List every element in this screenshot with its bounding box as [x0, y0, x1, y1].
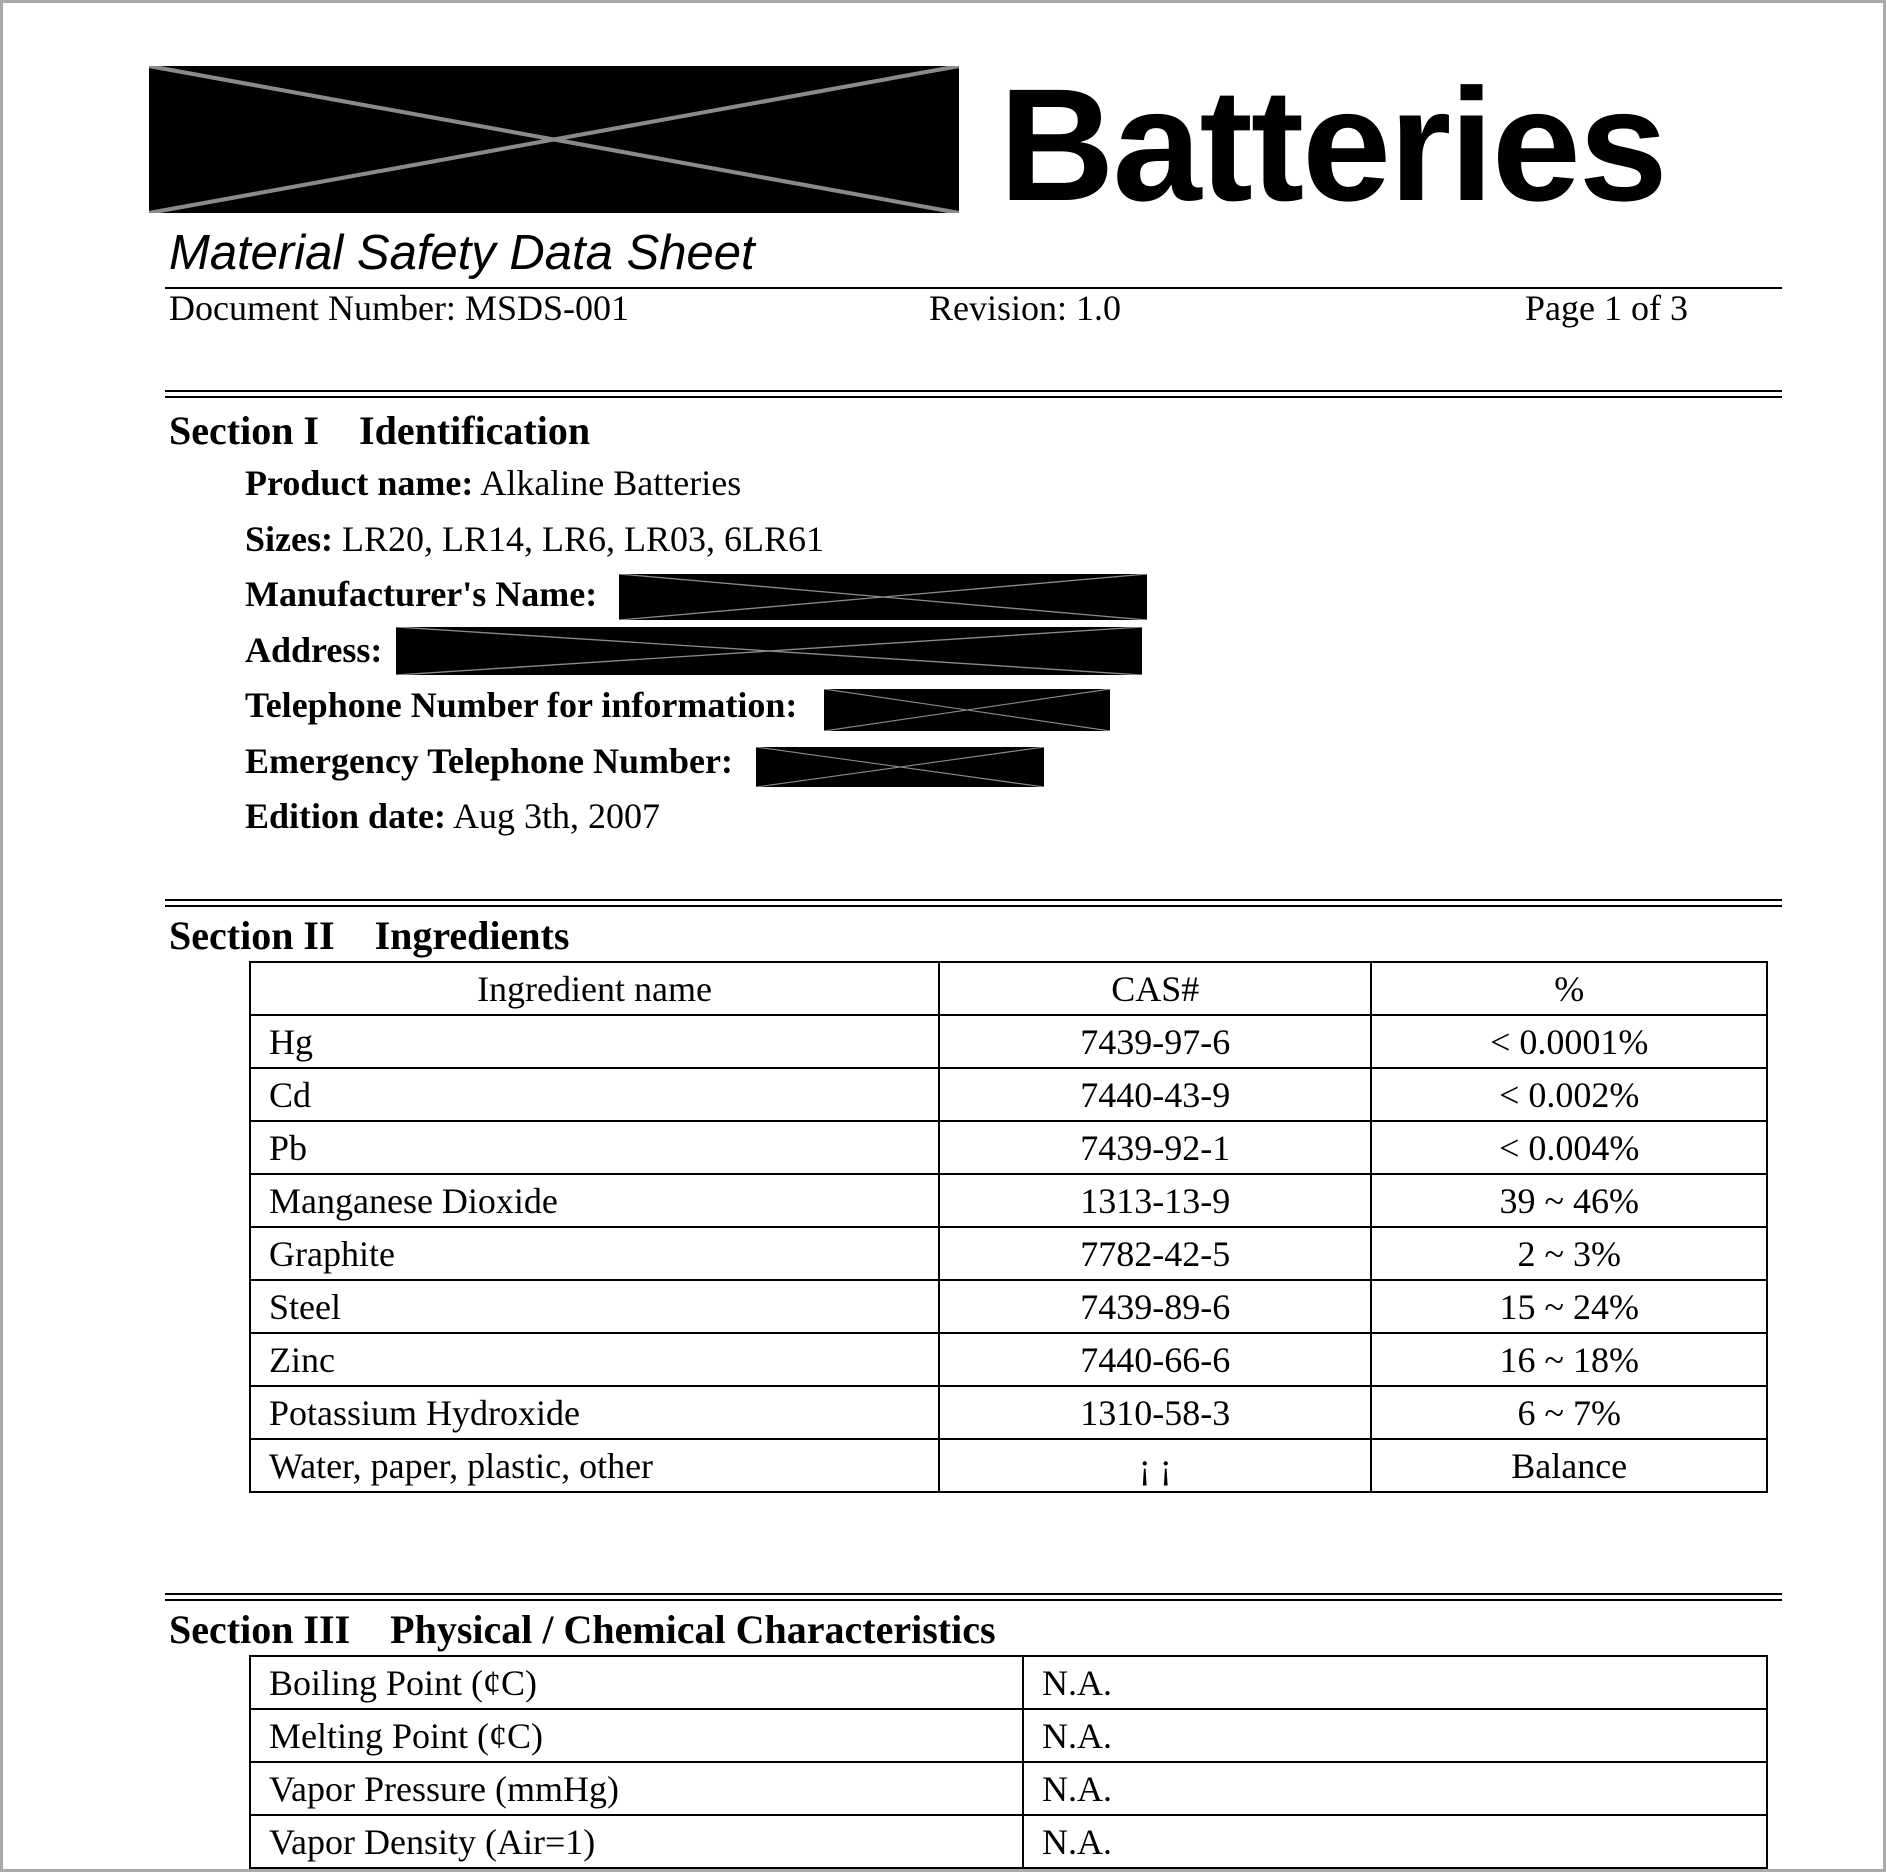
table-row [250, 1656, 1767, 1709]
table-row [250, 1333, 1767, 1386]
ingredients-table [249, 961, 1768, 1493]
redacted-address [396, 627, 1142, 675]
product-name-value: Alkaline Batteries [480, 463, 742, 503]
manufacturer-field [245, 575, 597, 615]
edition-date-label: Edition date: [245, 796, 447, 836]
value-cell: N.A. [1023, 1656, 1767, 1709]
percent-cell: 16 ~ 18% [1371, 1333, 1767, 1386]
table-row [250, 1762, 1767, 1815]
section-divider [165, 899, 1782, 907]
ingredient-name-cell: Pb [250, 1121, 939, 1174]
sizes-field [245, 520, 824, 560]
edition-date-field [245, 797, 660, 837]
emergency-field [245, 742, 733, 782]
property-cell: Melting Point (¢C) [250, 1709, 1023, 1762]
cas-cell: 7439-92-1 [939, 1121, 1371, 1174]
ingredient-name-cell: Zinc [250, 1333, 939, 1386]
percent-cell: 15 ~ 24% [1371, 1280, 1767, 1333]
ingredient-name-cell: Steel [250, 1280, 939, 1333]
percent-cell: < 0.0001% [1371, 1015, 1767, 1068]
ingredient-name-cell: Water, paper, plastic, other [250, 1439, 939, 1492]
document-number: Document Number: MSDS-001 [169, 288, 629, 328]
cas-cell: 7440-66-6 [939, 1333, 1371, 1386]
redacted-logo [149, 66, 959, 213]
property-cell: Boiling Point (¢C) [250, 1656, 1023, 1709]
cas-cell: 1310-58-3 [939, 1386, 1371, 1439]
table-row [250, 1121, 1767, 1174]
table-row [250, 1068, 1767, 1121]
table-row [250, 1439, 1767, 1492]
section-1-title: Section I Identification [169, 408, 591, 453]
cas-cell: 7440-43-9 [939, 1068, 1371, 1121]
telephone-field [245, 686, 797, 726]
cas-cell: 7439-97-6 [939, 1015, 1371, 1068]
value-cell: N.A. [1023, 1815, 1767, 1868]
product-name-label: Product name: [245, 463, 474, 503]
percent-cell: < 0.002% [1371, 1068, 1767, 1121]
section-2-title: Section II Ingredients [169, 913, 570, 958]
document-subtitle: Material Safety Data Sheet [169, 226, 755, 280]
property-cell: Vapor Pressure (mmHg) [250, 1762, 1023, 1815]
sizes-value: LR20, LR14, LR6, LR03, 6LR61 [341, 519, 824, 559]
table-row [250, 1227, 1767, 1280]
header-cell: Ingredient name [250, 962, 939, 1015]
ingredient-name-cell: Hg [250, 1015, 939, 1068]
header-cell: % [1371, 962, 1767, 1015]
product-name-field [245, 464, 741, 504]
emergency-label: Emergency Telephone Number: [245, 741, 733, 781]
table-row [250, 1815, 1767, 1868]
section-divider [165, 1593, 1782, 1601]
address-field [245, 631, 382, 671]
physical-characteristics-table [249, 1655, 1768, 1869]
sizes-label: Sizes: [245, 519, 333, 559]
page-indicator: Page 1 of 3 [1525, 288, 1688, 328]
manufacturer-label: Manufacturer's Name: [245, 574, 598, 614]
redacted-emergency-phone [756, 747, 1044, 787]
table-header-row [250, 962, 1767, 1015]
percent-cell: < 0.004% [1371, 1121, 1767, 1174]
ingredient-name-cell: Manganese Dioxide [250, 1174, 939, 1227]
address-label: Address: [245, 630, 383, 670]
value-cell: N.A. [1023, 1709, 1767, 1762]
percent-cell: 2 ~ 3% [1371, 1227, 1767, 1280]
percent-cell: 39 ~ 46% [1371, 1174, 1767, 1227]
cas-cell: 7782-42-5 [939, 1227, 1371, 1280]
telephone-label: Telephone Number for information: [245, 685, 798, 725]
section-divider [165, 390, 1782, 398]
table-row [250, 1015, 1767, 1068]
section-3-title: Section III Physical / Chemical Characteristics [169, 1607, 996, 1652]
table-row [250, 1386, 1767, 1439]
cas-cell: 1313-13-9 [939, 1174, 1371, 1227]
ingredient-name-cell: Graphite [250, 1227, 939, 1280]
percent-cell: 6 ~ 7% [1371, 1386, 1767, 1439]
cas-cell: ¡ ¡ [939, 1439, 1371, 1492]
property-cell: Vapor Density (Air=1) [250, 1815, 1023, 1868]
document-brand-title: Batteries [999, 55, 1666, 234]
table-row [250, 1280, 1767, 1333]
revision: Revision: 1.0 [929, 288, 1122, 328]
percent-cell: Balance [1371, 1439, 1767, 1492]
cas-cell: 7439-89-6 [939, 1280, 1371, 1333]
ingredient-name-cell: Cd [250, 1068, 939, 1121]
table-row [250, 1709, 1767, 1762]
edition-date-value: Aug 3th, 2007 [453, 796, 661, 836]
redacted-manufacturer [619, 574, 1147, 620]
header-cell: CAS# [939, 962, 1371, 1015]
ingredient-name-cell: Potassium Hydroxide [250, 1386, 939, 1439]
table-row [250, 1174, 1767, 1227]
value-cell: N.A. [1023, 1762, 1767, 1815]
redacted-telephone [824, 689, 1110, 731]
